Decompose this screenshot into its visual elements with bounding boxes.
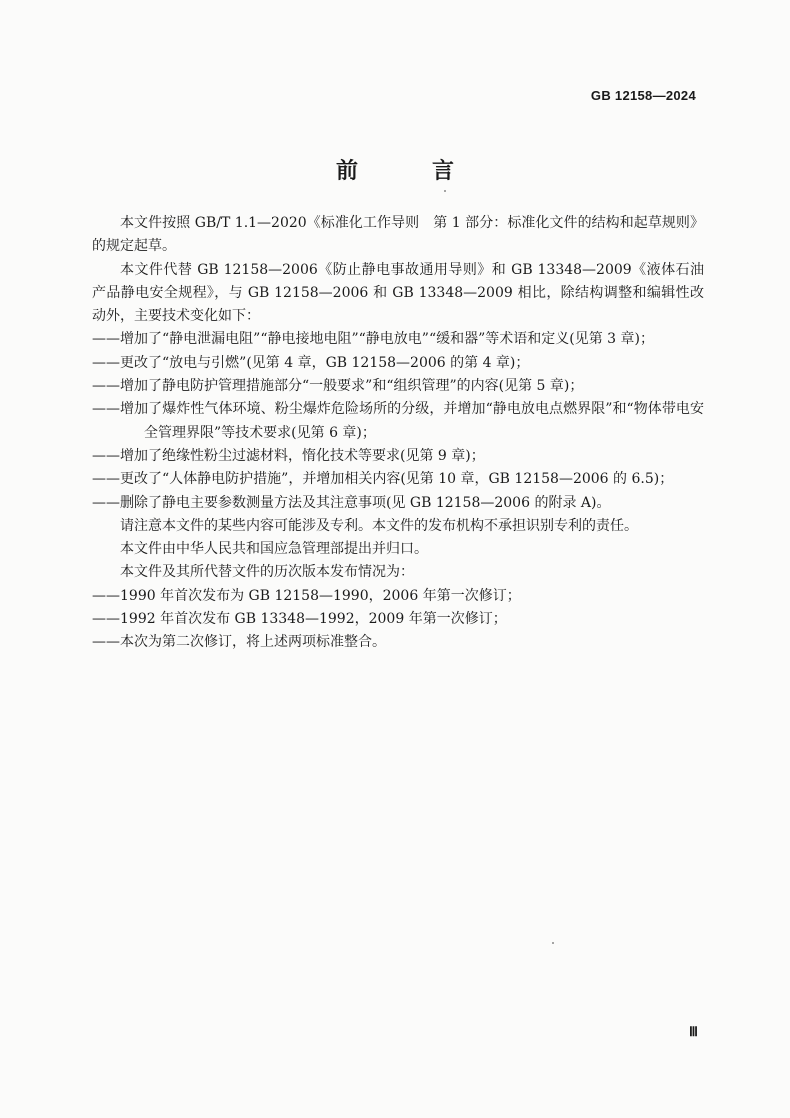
paragraph: 本文件按照 GB/T 1.1—2020《标准化工作导则 第 1 部分：标准化文件的结构和起草规则》的规定起草。 (92, 215, 704, 255)
scan-speck (444, 190, 446, 192)
list-item: ——增加了爆炸性气体环境、粉尘爆炸危险场所的分级，并增加“静电放电点燃界限”和“物体带电安全管理界限”等技术要求(见第 6 章)； (92, 401, 704, 441)
page-number: Ⅲ (689, 1024, 698, 1039)
list-item: ——增加了静电防护管理措施部分“一般要求”和“组织管理”的内容(见第 5 章)； (92, 378, 584, 395)
page-title: 前 言 (335, 158, 480, 184)
standard-code: GB 12158—2024 (590, 88, 696, 103)
paragraph: 本文件由中华人民共和国应急管理部提出并归口。 (120, 541, 428, 558)
list-item: ——增加了“静电泄漏电阻”“静电接地电阻”“静电放电”“缓和器”等术语和定义(见第 3 章)； (92, 331, 654, 348)
foreword-body (92, 212, 704, 655)
list-item: ——删除了静电主要参数测量方法及其注意事项(见 GB 12158—2006 的附录 A)。 (92, 494, 611, 511)
paragraph: 本文件代替 GB 12158—2006《防止静电事故通用导则》和 GB 13348—2009《液体石油产品静电安全规程》，与 GB 12158—2006 和 GB 13348—2009 相比，除结构调整和编辑性改动外，主要技术变化如下： (92, 261, 704, 325)
scan-speck (552, 942, 554, 944)
list-item: ——1992 年首次发布 GB 13348—1992，2009 年第一次修订； (92, 611, 507, 628)
paragraph: 本文件及其所代替文件的历次版本发布情况为： (120, 564, 414, 581)
paragraph: 请注意本文件的某些内容可能涉及专利。本文件的发布机构不承担识别专利的责任。 (120, 517, 638, 534)
list-item: ——1990 年首次发布为 GB 12158—1990，2006 年第一次修订； (92, 587, 521, 604)
list-item: ——更改了“人体静电防护措施”，并增加相关内容(见第 10 章，GB 12158—2006 的 6.5)； (92, 471, 674, 488)
list-item: ——更改了“放电与引燃”(见第 4 章，GB 12158—2006 的第 4 章)； (92, 354, 530, 371)
list-item: ——增加了绝缘性粉尘过滤材料，惰化技术等要求(见第 9 章)； (92, 447, 485, 464)
list-item: ——本次为第二次修订，将上述两项标准整合。 (92, 634, 386, 651)
